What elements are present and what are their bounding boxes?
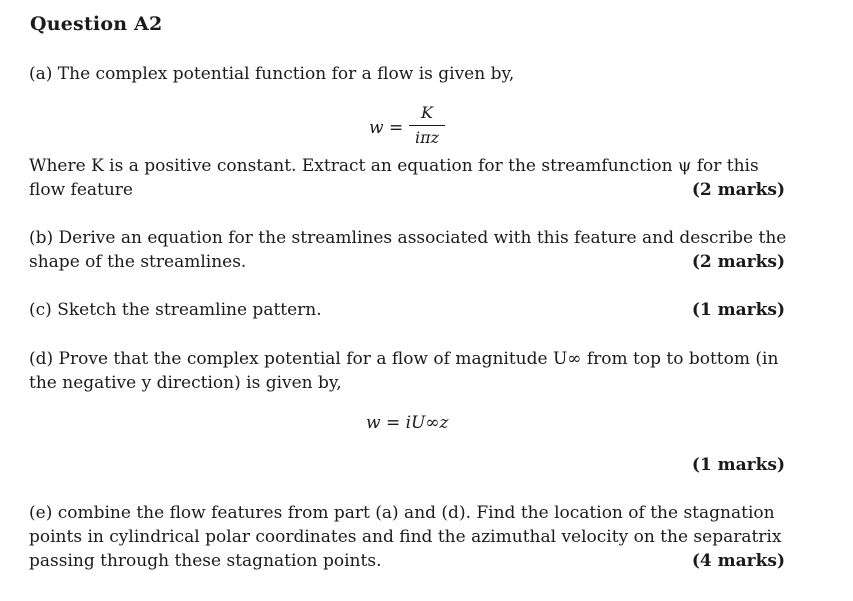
part-e-marks: (4 marks) — [691, 551, 785, 571]
part-a-text-3: flow feature — [29, 180, 133, 200]
part-a-text: (a) The complex potential function for a flow is given by, — [29, 64, 515, 84]
part-a-last-line — [29, 178, 785, 202]
part-d-marks-line — [29, 453, 785, 477]
part-a-equation-fraction — [409, 103, 445, 148]
part-b-marks: (2 marks) — [691, 252, 785, 272]
part-d-text: (d) Prove that the complex potential for a flow of magnitude U∞ from top to bottom (in — [29, 349, 779, 369]
part-d-marks: (1 marks) — [691, 455, 785, 475]
part-a-text-2: Where K is a positive constant. Extract an equation for the streamfunction ψ for this — [29, 156, 759, 176]
part-c-line — [29, 298, 785, 322]
part-c-text: (c) Sketch the streamline pattern. — [29, 300, 322, 320]
part-d-text-2: the negative y direction) is given by, — [29, 373, 342, 393]
part-b-last-line — [29, 250, 785, 274]
part-e-last-line — [29, 549, 785, 573]
question-title: Question A2 — [30, 13, 163, 35]
fraction-denominator: iπz — [414, 128, 440, 147]
part-e-text-3: passing through these stagnation points. — [29, 551, 382, 571]
part-d-equation: w = iU∞z — [366, 413, 449, 433]
part-e-text-2: points in cylindrical polar coordinates and find the azimuthal velocity on the separatrix — [29, 527, 782, 547]
part-a-marks: (2 marks) — [691, 180, 785, 200]
part-b-text-2: shape of the streamlines. — [29, 252, 247, 272]
fraction-bar — [409, 125, 445, 126]
part-a-equation-lhs: w = — [369, 118, 404, 138]
part-c-marks: (1 marks) — [691, 300, 785, 320]
part-e-text: (e) combine the flow features from part (a) and (d). Find the location of the stagnation — [29, 503, 775, 523]
part-b-text: (b) Derive an equation for the streamlines associated with this feature and describe the — [29, 228, 787, 248]
fraction-numerator: K — [421, 103, 433, 122]
